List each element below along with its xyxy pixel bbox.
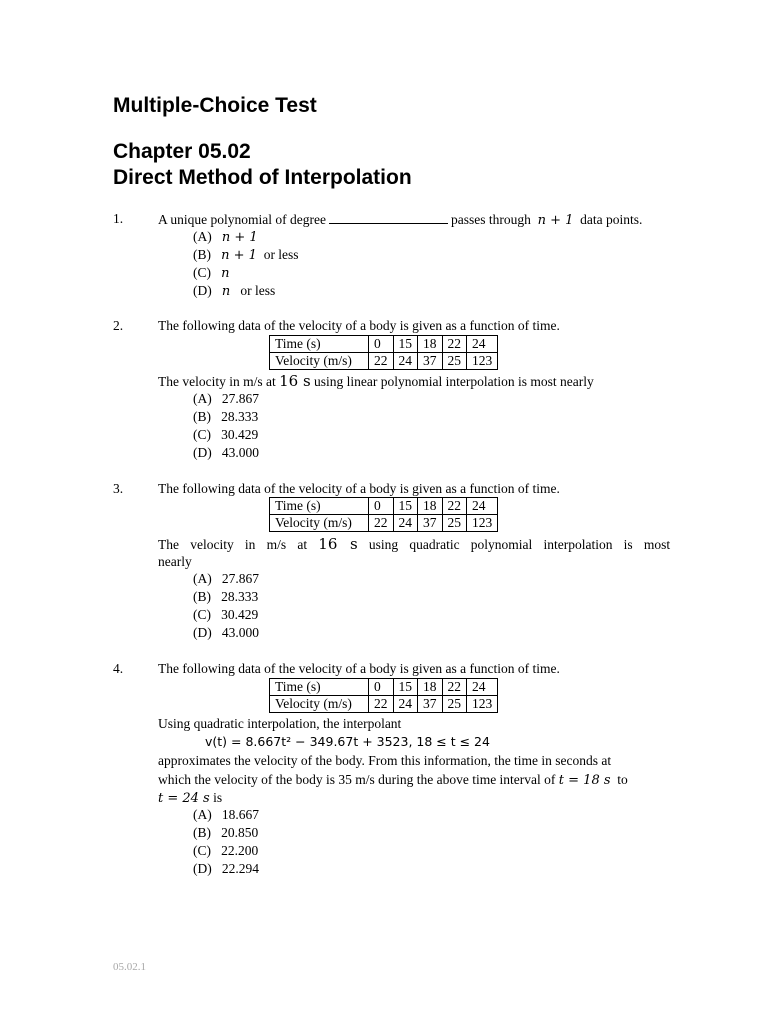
q3-number: 3. bbox=[113, 481, 124, 496]
q3-option-a: (A) 27.867 bbox=[193, 571, 259, 586]
q1-option-a: (A) n + 1 bbox=[193, 229, 258, 245]
q2-question: The velocity in m/s at 16 s using linear polynomial interpolation is most nearly bbox=[158, 372, 594, 390]
q1-text-post: data points. bbox=[580, 212, 643, 227]
q1-text-mid: passes through bbox=[450, 212, 531, 227]
q3-question-line1: The velocity in m/s at 16 s using quadratic polynomial interpolation is most bbox=[158, 535, 671, 553]
q1-math: n + 1 bbox=[537, 213, 574, 228]
q2-number: 2. bbox=[113, 318, 124, 333]
q4-option-d: (D) 22.294 bbox=[193, 861, 259, 876]
q3-data-table bbox=[269, 497, 498, 532]
q1-number: 1. bbox=[113, 211, 124, 226]
q4-interp-line: Using quadratic interpolation, the interpolant bbox=[158, 716, 402, 731]
q1-option-c: (C) n bbox=[193, 265, 230, 281]
q4-intro: The following data of the velocity of a body is given as a function of time. bbox=[158, 661, 560, 676]
test-title: Multiple-Choice Test bbox=[113, 94, 317, 117]
q4-number: 4. bbox=[113, 661, 124, 676]
q4-option-c: (C) 22.200 bbox=[193, 843, 259, 858]
q3-intro: The following data of the velocity of a body is given as a function of time. bbox=[158, 481, 560, 496]
q2-intro: The following data of the velocity of a body is given as a function of time. bbox=[158, 318, 560, 333]
q4-option-a: (A) 18.667 bbox=[193, 807, 259, 822]
q2-option-b: (B) 28.333 bbox=[193, 409, 259, 424]
q2-data-table bbox=[269, 335, 498, 370]
table-row: Time (s) 0 15 18 22 24 bbox=[270, 336, 498, 353]
q2-option-d: (D) 43.000 bbox=[193, 445, 259, 460]
q2-option-a: (A) 27.867 bbox=[193, 391, 259, 406]
q4-paragraph-line2: which the velocity of the body is 35 m/s during the above time interval of t = 18 s to bbox=[158, 772, 628, 788]
q4-math-t24: t = 24 s bbox=[158, 791, 210, 806]
q1-blank bbox=[329, 210, 448, 224]
q3-question-line2: nearly bbox=[158, 554, 192, 569]
q3-math: 16 s bbox=[318, 535, 358, 553]
q4-math-t18: t = 18 s bbox=[558, 773, 611, 788]
q4-option-b: (B) 20.850 bbox=[193, 825, 259, 840]
q2-math: 16 s bbox=[279, 372, 311, 390]
table-row: Velocity (m/s) 22 24 37 25 123 bbox=[270, 353, 498, 370]
q1-option-b: (B) n + 1 or less bbox=[193, 247, 299, 263]
q1-option-d: (D) n or less bbox=[193, 283, 276, 299]
q3-option-b: (B) 28.333 bbox=[193, 589, 259, 604]
table-row: Velocity (m/s) 22 24 37 25 123 bbox=[270, 515, 498, 532]
table-row: Time (s) 0 15 18 22 24 bbox=[270, 498, 498, 515]
page-number: 05.02.1 bbox=[113, 961, 146, 973]
q4-paragraph-line1: approximates the velocity of the body. From this information, the time in seconds at bbox=[158, 753, 612, 768]
q3-option-c: (C) 30.429 bbox=[193, 607, 259, 622]
q3-option-d: (D) 43.000 bbox=[193, 625, 259, 640]
q4-paragraph-line3: t = 24 s is bbox=[158, 790, 223, 806]
table-row: Time (s) 0 15 18 22 24 bbox=[270, 679, 498, 696]
q1-text bbox=[158, 210, 642, 230]
q4-equation: v(t) = 8.667t² − 349.67t + 3523, 18 ≤ t ≤ 24 bbox=[205, 734, 490, 749]
q2-option-c: (C) 30.429 bbox=[193, 427, 259, 442]
chapter-subtitle: Direct Method of Interpolation bbox=[113, 166, 412, 189]
q4-data-table bbox=[269, 678, 498, 713]
q1-text-pre: A unique polynomial of degree bbox=[158, 212, 326, 227]
table-row: Velocity (m/s) 22 24 37 25 123 bbox=[270, 696, 498, 713]
chapter-heading: Chapter 05.02 bbox=[113, 140, 251, 163]
